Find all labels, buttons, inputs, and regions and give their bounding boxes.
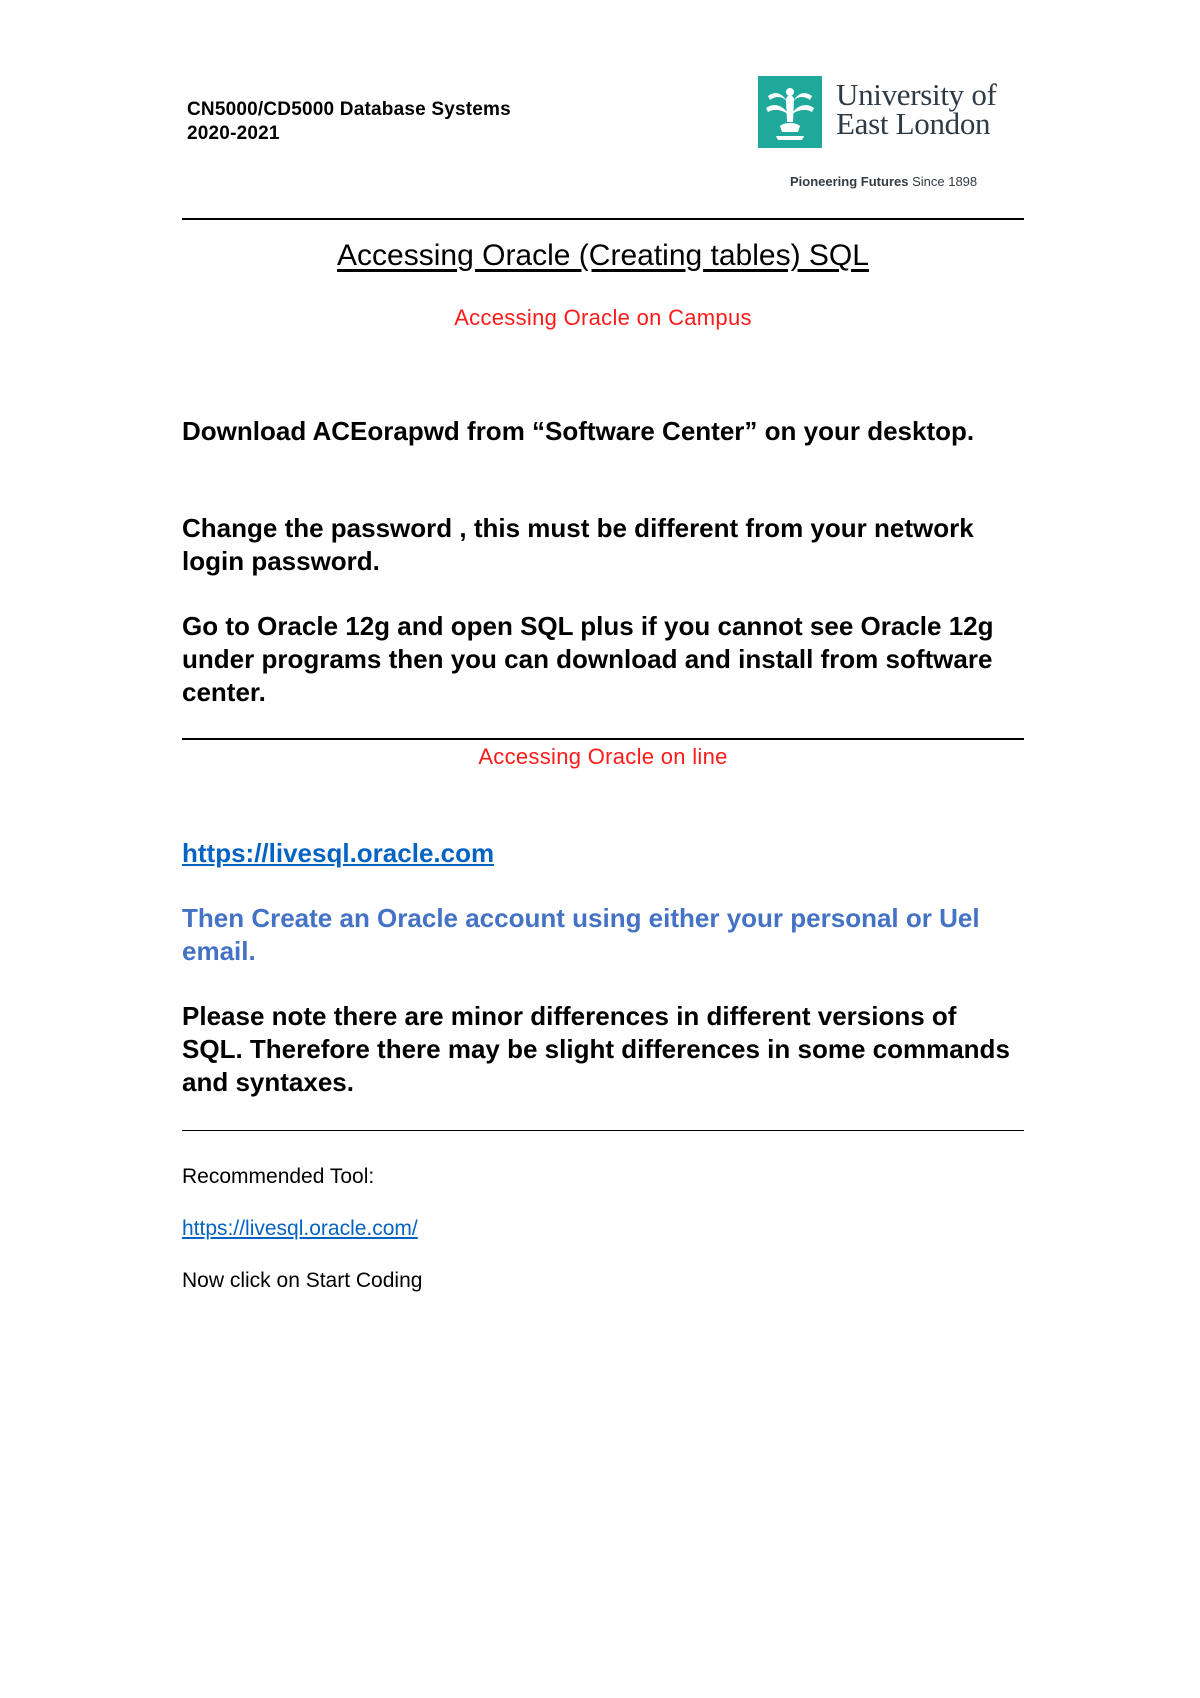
academic-year: 2020-2021 [187,123,280,144]
tool-divider [182,1130,1024,1131]
online-heading: Accessing Oracle on line [478,744,728,769]
page-title: Accessing Oracle (Creating tables) SQL [337,239,869,272]
tagline-rest: Since 1898 [912,174,978,189]
phoenix-icon [758,76,822,148]
tool-link[interactable]: https://livesql.oracle.com/ [182,1217,418,1240]
logo-tagline [790,174,977,189]
logo-line-1: University of [836,77,997,112]
campus-paragraph-1: Download ACEorapwd from “Software Center” on your desktop. [182,416,975,446]
section-divider [182,738,1024,740]
campus-paragraph-3: Go to Oracle 12g and open SQL plus if you cannot see Oracle 12g under programs then you can download and install from software center. [182,611,994,707]
tool-link-container [182,1215,418,1243]
header-divider [182,218,1024,220]
sql-versions-note: Please note there are minor differences in different versions of SQL. Therefore there may be slight differences in some commands and syntaxes. [182,1001,1010,1097]
livesql-link-container [182,837,494,870]
recommended-tool-label: Recommended Tool: [182,1165,375,1188]
campus-heading: Accessing Oracle on Campus [454,305,752,330]
logo-line-2: East London [836,106,991,141]
course-name: CN5000/CD5000 Database Systems [187,99,511,120]
tagline-bold: Pioneering Futures [790,174,909,189]
uel-logo [758,74,1023,148]
livesql-link[interactable]: https://livesql.oracle.com [182,838,495,868]
account-instruction: Then Create an Oracle account using either your personal or Uel email. [182,903,980,966]
campus-paragraph-2: Change the password , this must be different from your network login password. [182,513,974,576]
start-coding-instruction: Now click on Start Coding [182,1269,423,1292]
logo-wordmark [836,77,997,141]
